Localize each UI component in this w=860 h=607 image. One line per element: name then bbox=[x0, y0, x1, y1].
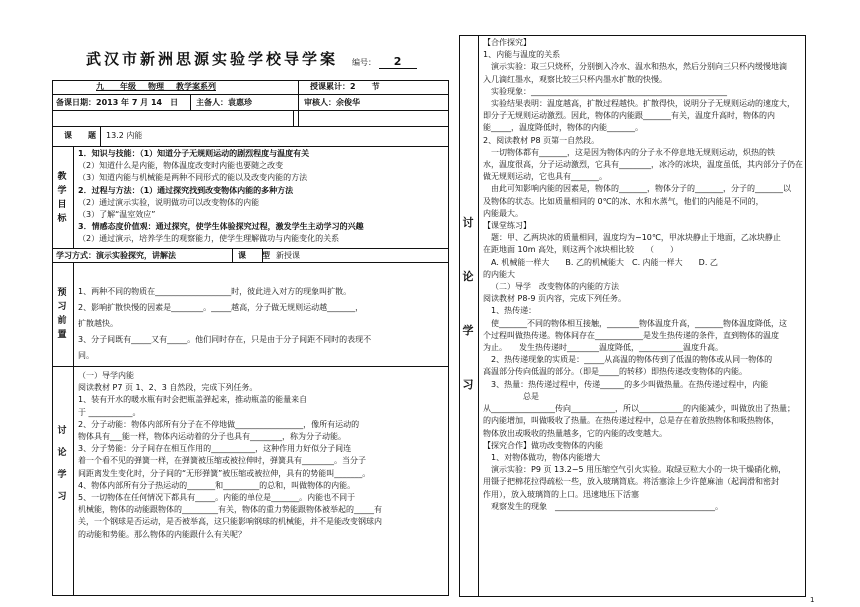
reviewer: 审核人：余俊华 bbox=[304, 98, 360, 107]
class-type: 新授课 bbox=[276, 251, 300, 260]
serial-number bbox=[352, 55, 417, 69]
preparer: 主备人：袁惠珍 bbox=[196, 98, 252, 107]
preview-content: 1、两种不同的物质在___________________时，彼此进入对方的现象叫扩散。 2、影响扩散快慢的因素是________。_____越高，分子做无规则运动越_______， 扩散越快。 3、分子间既有_____又有_____。他们同时存在，只是由于分子间距不同时的表现不 同。 bbox=[78, 287, 372, 360]
serial-value: 2 bbox=[379, 55, 417, 69]
discussion-label-left: 讨 论 学 习 bbox=[57, 426, 67, 502]
preview-label: 预 习 前 置 bbox=[57, 288, 67, 340]
class-type-label: 课 型 bbox=[238, 251, 270, 260]
page-number: 1 bbox=[810, 596, 815, 604]
topic-label: 课 题 bbox=[64, 131, 96, 140]
goals-content: 1．知识与技能：（1）知道分子无规则运动的剧烈程度与温度有关 （2）知道什么是内能，物体温度改变时内能也要随之改变 （3）知道内能与机械能是两种不同形式的能以及改变内能的方法 2．过程与方法：（1）通过探究找到改变物体内能的多种方法 （2）通过演示实验，说明做功可以改变物体的内能 （3）了解“温室效应” 3．情感态度价值观：通过探究，使学生体验探究过程，激发学生主动学习的兴趣 （2）通过演示，培养学生的观察能力，使学生理解做功与内能变化的关系 bbox=[78, 149, 364, 244]
school-title: 武汉市新洲思源实验学校导学案 bbox=[86, 50, 339, 68]
study-method: 学习方式：演示实验探究，讲解法 bbox=[56, 251, 176, 260]
goals-label: 教 学 目 标 bbox=[57, 172, 67, 224]
serial-label: 编号： bbox=[352, 58, 376, 67]
discussion-label-right: 讨 论 学 习 bbox=[462, 216, 474, 391]
prep-date: 备课日期：2013 年 7 月 14 日 bbox=[56, 98, 179, 107]
discussion-content-left: （一）导学内能 阅读教材 P7 页 1、2、3 自然段，完成下列任务。 1、装有开水的暖水瓶有时会把瓶盖弹起来，推动瓶盖的能量来自 于 ___________。 2、分子动能：物体内部所有分子在不停地做_________________，像所有运动的 物体具有___能一样，物体内运动着的分子也具有________，称为分子动能。 3、分子势能：分子间存在相互作用的___________，这种作用力好似分子间连 着一个看不见的弹簧一样，在弹簧被压缩或被拉伸时，弹簧具有________。当分子 间距离发生变化时，分子间的“无形弹簧”被压缩或被拉伸，具有的势能叫_______。 4、物体内部所有分子热运动的_______和_________的总和，叫做物体的内能。 5、一切物体在任何情况下都具有_____。内能的单位是_______。内能也不同于 机械能，物体的动能跟物体的_________有关，物体的重力势能跟物体被举起的_____有 关，一个钢球是否运动，是否被举高，这只能影响钢球的机械能，并不是能改变钢球内 的动能和势能。那么物体的内能跟什么有关呢？ bbox=[78, 371, 382, 539]
topic: 13.2 内能 bbox=[106, 131, 143, 140]
total-periods: 授课累计：2 节 bbox=[310, 82, 380, 91]
grade-series: 九____年级___物理___教学案系列 bbox=[96, 82, 216, 91]
discussion-content-right: 【合作探究】 1、内能与温度的关系 演示实验：取三只烧杯，分别倒入冷水、温水和热水，然后分别向三只杯内缓慢地滴 入几滴红墨水，观察比较三只杯内墨水扩散的快慢。 实验现象：_________________________________________________ 实验结果表明：温度越高，扩散过程越快。扩散得快，说明分子无规则运动的速度大， 即分子无规则运动激烈。因此，物体的内能跟_______有关，温度升高时，物体的内 能_____，温度降低时，物体的内能_______。 2、阅读教材 P8 页第一自然段。 一切物体都有_______，这是因为物体内的分子永不停息地无规则运动，炽热的铁 水，温度很高，分子运动激烈，它具有________，冰冷的冰块，温度虽低，其内部分子仍在 做无规则运动，它也具有_______。 由此可知影响内能的因素是，物体的_______，物体分子的_______，分子的_______以 及物体的状态。比如质量相同的 0℃的冰、水和水蒸气，他们的内能是不同的， 内能最大。 【课堂练习】 题：甲、乙两块冰的质量相同，温度均为−10℃，甲冰块静止于地面，乙冰块静止 在距地面 10m 高处，则这两个冰块相比较 （ ） A. 机械能一样大 B. 乙的机械能大 C. 内能一样大 D. 乙 的内能大 （二）导学 改变物体的内能的方法 阅读教材 P8-9 页内容，完成下列任务。 1、热传递： 使_______不同的物体相互接触，________物体温度升高，_______物体温度降低，这 个过程叫做热传递。物体间存在____________是发生热传递的条件，直到物体的温度 为止。 发生热传递时________温度降低，___________温度升高。 2、热传递现象的实质是：_____从高温的物体传到了低温的物体或从同一物体的 高温部分传向低温的部分。（即是_____的转移）即热传递改变物体的内能。 3、热量：热传递过程中，传递______的多少叫做热量。在热传递过程中，内能 总是 从________________传向___________，所以___________的内能减少，叫做放出了热量； 的内能增加，叫做吸收了热量。在热传递过程中，总是存在着放热物体和吸热物体， 物体放出或吸收的热量越多，它的内能的改变越大。 【探究合作】做功改变物体的内能 1、对物体做功，物体内能增大 演示实验：P9 页 13.2−5 用压缩空气引火实验。取绿豆粒大小的一块干燥硝化棉， 用镊子把棉花拉得疏松一些，放入玻璃筒底。将活塞涂上少许蓖麻油（起润滑和密封 作用），放入玻璃筒的上口。迅速地压下活塞 观察发生的现象 ________________________________________。 bbox=[483, 38, 803, 511]
